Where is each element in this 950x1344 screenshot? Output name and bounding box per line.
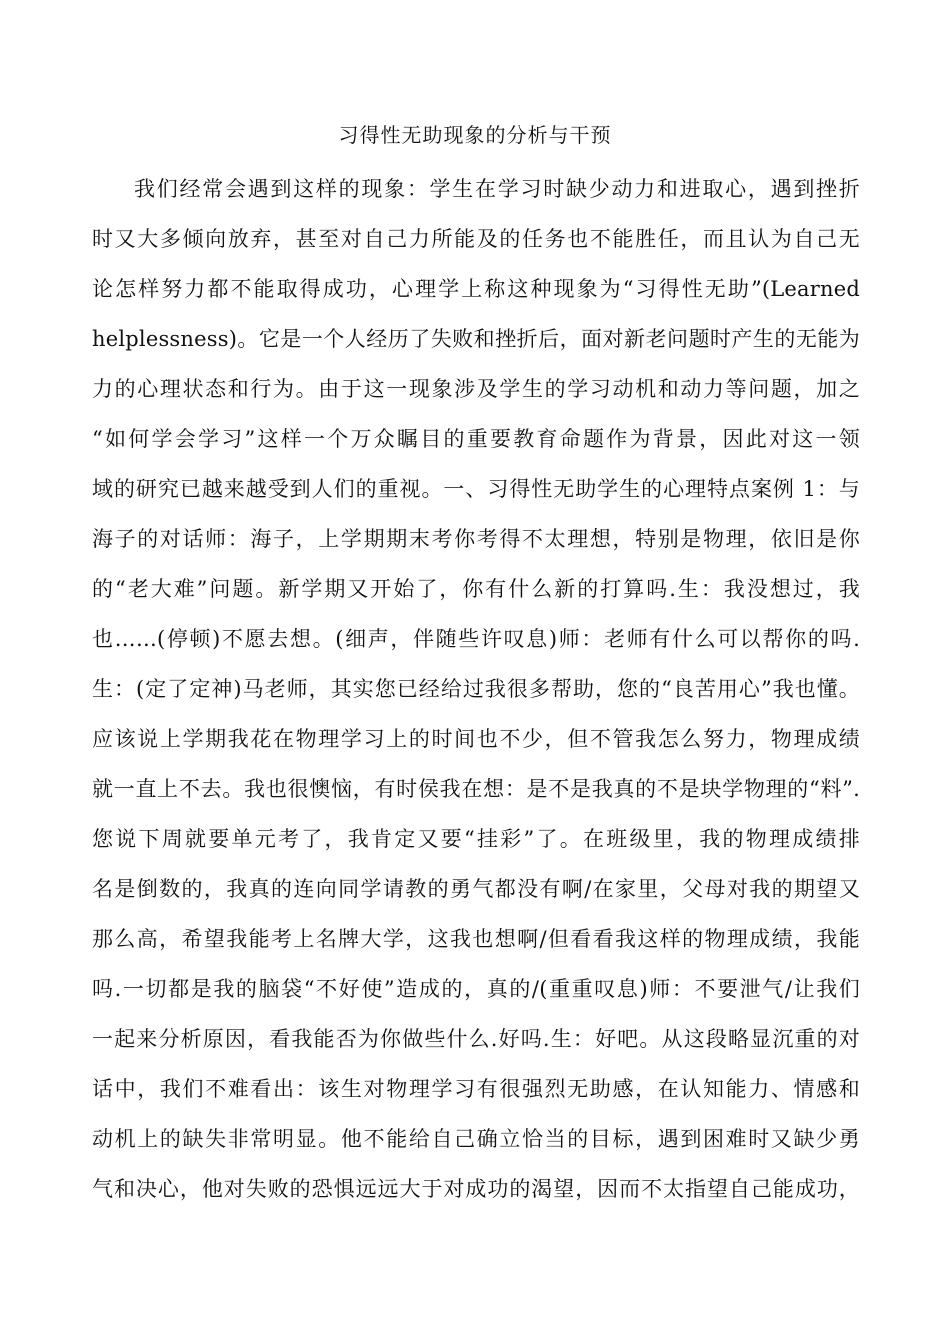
document-title: 习得性无助现象的分析与干预 xyxy=(338,123,612,147)
text-line: 您说下周就要单元考了，我肯定又要“挂彩”了。在班级里，我的物理成绩排 xyxy=(92,827,860,851)
text-line: 吗.一切都是我的脑袋“不好使”造成的，真的/(重重叹息)师：不要泄气/让我们 xyxy=(92,977,860,1001)
text-line: 论怎样努力都不能取得成功，心理学上称这种现象为“习得性无助”(Learned xyxy=(92,277,860,301)
text-line: “如何学会学习”这样一个万众瞩目的重要教育命题作为背景，因此对这一领 xyxy=(92,427,860,451)
text-line: 海子的对话师：海子，上学期期末考你考得不太理想，特别是物理，依旧是你 xyxy=(92,527,860,551)
text-line: 时又大多倾向放弃，甚至对自己力所能及的任务也不能胜任，而且认为自己无 xyxy=(92,227,860,251)
text-line: 名是倒数的，我真的连向同学请教的勇气都没有啊/在家里，父母对我的期望又 xyxy=(92,877,860,901)
text-line: 应该说上学期我花在物理学习上的时间也不少，但不管我怎么努力，物理成绩 xyxy=(92,727,860,751)
text-line: 一起来分析原因，看我能否为你做些什么.好吗.生：好吧。从这段略显沉重的对 xyxy=(92,1027,860,1051)
text-line: 力的心理状态和行为。由于这一现象涉及学生的学习动机和动力等问题，加之 xyxy=(92,377,860,401)
text-line: 生：(定了定神)马老师，其实您已经给过我很多帮助，您的“良苦用心”我也懂。 xyxy=(92,677,860,701)
text-line: 气和决心，他对失败的恐惧远远大于对成功的渴望，因而不太指望自己能成功， xyxy=(92,1177,860,1201)
text-line: 的“老大难”问题。新学期又开始了，你有什么新的打算吗.生：我没想过，我 xyxy=(92,577,860,601)
text-line: helplessness)。它是一个人经历了失败和挫折后，面对新老问题时产生的无能为 xyxy=(92,327,860,351)
text-line: 话中，我们不难看出：该生对物理学习有很强烈无助感，在认知能力、情感和 xyxy=(92,1077,860,1101)
text-line: 也……(停顿)不愿去想。(细声，伴随些许叹息)师：老师有什么可以帮你的吗. xyxy=(92,627,860,651)
text-line: 域的研究已越来越受到人们的重视。一、习得性无助学生的心理特点案例 1：与 xyxy=(92,477,860,501)
body-text xyxy=(92,164,860,1214)
text-line: 那么高，希望我能考上名牌大学，这我也想啊/但看看我这样的物理成绩，我能 xyxy=(92,927,860,951)
text-line: 动机上的缺失非常明显。他不能给自己确立恰当的目标，遇到困难时又缺少勇 xyxy=(92,1127,860,1151)
text-line: 就一直上不去。我也很懊恼，有时侯我在想：是不是我真的不是块学物理的“料”. xyxy=(92,777,860,801)
text-line: 我们经常会遇到这样的现象：学生在学习时缺少动力和进取心，遇到挫折 xyxy=(134,177,860,201)
